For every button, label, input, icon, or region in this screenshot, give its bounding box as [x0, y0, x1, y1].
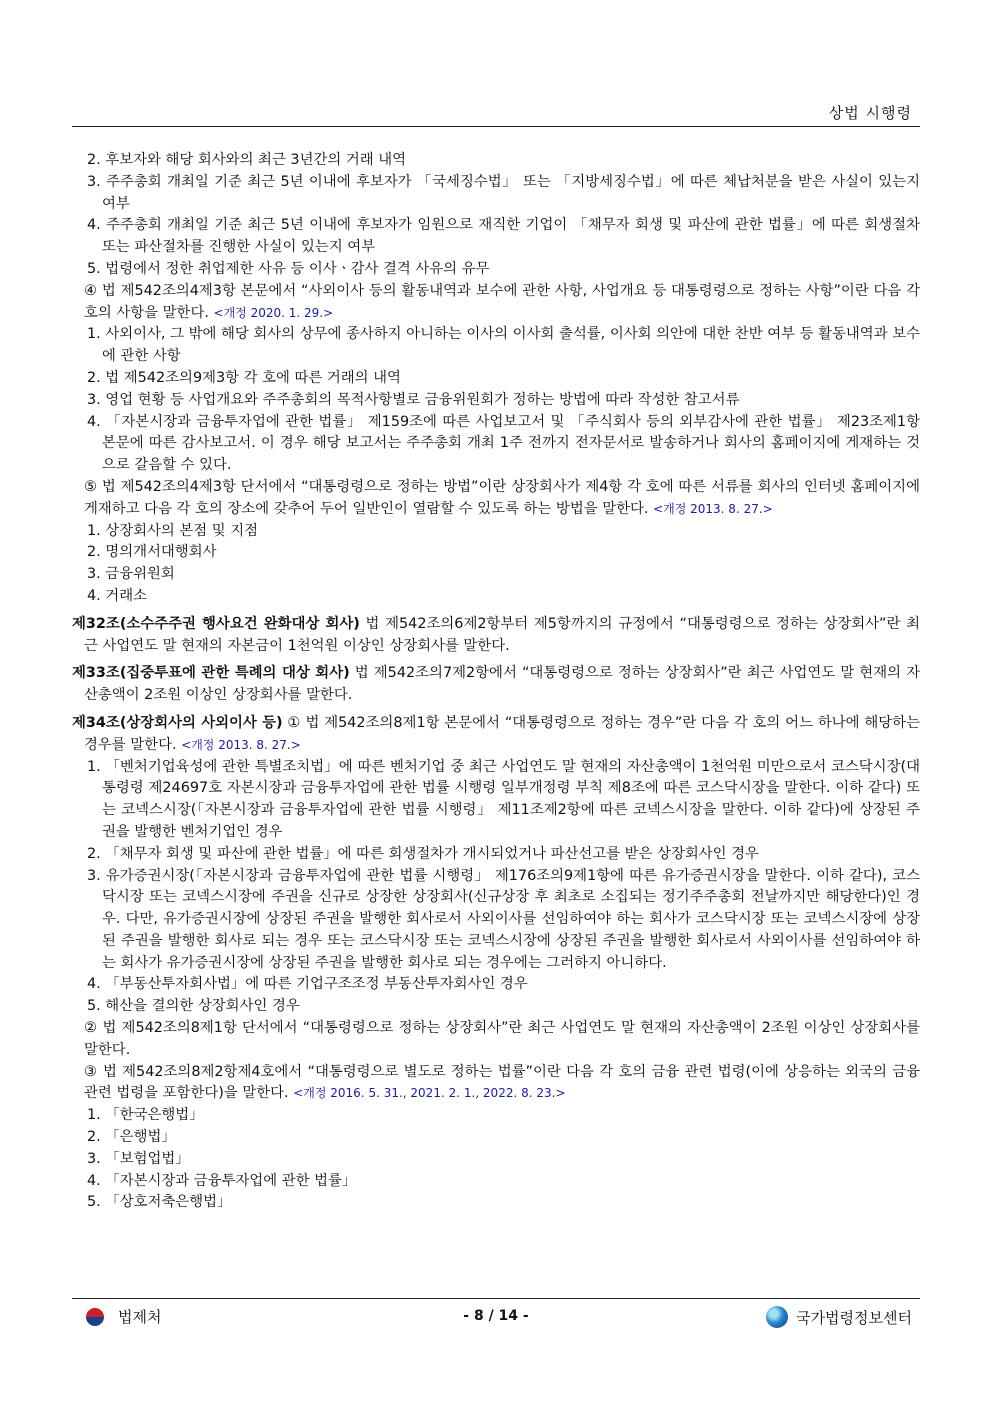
article-33: 제33조(집중투표에 관한 특례의 대상 회사) 법 제542조의7제2항에서 “대통령령으로 정하는 상장회사”란 최근 사업연도 말 현재의 자산총액이 2조원 이상인 상장회사를 말한다.	[72, 665, 920, 704]
item-line: 3. 유가증권시장(「자본시장과 금융투자업에 관한 법률 시행령」 제176조의9제1항에 따른 유가증권시장을 말한다. 이하 같다), 코스닥시장 또는 코넥스시장에 주권을 신규로 상장한 상장회사(신규상장 후 최초로 소집되는 정기주주총회 전날까지만 해당한다)인 경우. 다만, 유가증권시장에 상장된 주권을 발행한 회사로서 사외이사를 선임하여야 하는 회사가 코스닥시장 또는 코넥스시장에 상장된 주권을 발행한 회사로 되는 경우 또는 코스닥시장 또는 코넥스시장에 상장된 주권을 발행한 회사로서 사외이사를 선임하여야 하는 회사가 유가증권시장에 상장된 주권을 발행한 회사로 되는 경우에는 그러하지 아니하다.	[87, 867, 920, 971]
document-body	[72, 150, 920, 1214]
item-line: 4. 주주총회 개최일 기준 최근 5년 이내에 후보자가 임원으로 재직한 기업이 「채무자 회생 및 파산에 관한 법률」에 따른 회생절차 또는 파산절차를 진행한 사실이 있는지 여부	[87, 217, 920, 256]
item-line: 4. 거래소	[87, 587, 148, 604]
paragraph: ② 법 제542조의8제1항 단서에서 “대통령령으로 정하는 상장회사”란 최근 사업연도 말 현재의 자산총액이 2조원 이상인 상장회사를 말한다.	[84, 1020, 920, 1058]
item-line: 5. 법령에서 정한 취업제한 사유 등 이사ㆍ감사 결격 사유의 유무	[87, 260, 490, 277]
globe-logo-icon	[766, 1306, 788, 1328]
item-line: 2. 후보자와 해당 회사와의 최근 3년간의 거래 내역	[87, 152, 407, 168]
item-line: 5. 해산을 결의한 상장회사인 경우	[87, 998, 300, 1015]
amendment-note: <개정 2013. 8. 27.>	[181, 737, 301, 752]
publisher-label: 법제처	[118, 1308, 162, 1326]
source-label: 국가법령정보센터	[796, 1308, 912, 1327]
paragraph: ③ 법 제542조의8제2항제4호에서 “대통령령으로 별도로 정하는 법률”이란 다음 각 호의 금융 관련 법령(이에 상응하는 외국의 금융 관련 법령을 포함한다)을 말한다. <개정 2016. 5. 31., 2021. 2. 1., 2022. 8. 23.>	[84, 1063, 920, 1102]
item-line: 5. 「상호저축은행법」	[87, 1194, 232, 1211]
amendment-note: <개정 2016. 5. 31., 2021. 2. 1., 2022. 8. 23.>	[293, 1086, 566, 1101]
item-line: 3. 「보험업법」	[87, 1150, 190, 1167]
article-32: 제32조(소수주주권 행사요건 완화대상 회사) 법 제542조의6제2항부터 제5항까지의 규정에서 “대통령령으로 정하는 상장회사”란 최근 사업연도 말 현재의 자본금이 1천억원 이상인 상장회사를 말한다.	[72, 615, 920, 654]
item-line: 4. 「자본시장과 금융투자업에 관한 법률」 제159조에 따른 사업보고서 및 「주식회사 등의 외부감사에 관한 법률」 제23조제1항 본문에 따른 감사보고서. 이 경우 해당 보고서는 주주총회 개최 1주 전까지 전자문서로 발송하거나 회사의 홈페이지에 게재하는 것으로 갈음할 수 있다.	[87, 413, 920, 474]
page-number: - 8 / 14 -	[463, 1308, 529, 1324]
item-line: 1. 「한국은행법」	[87, 1107, 204, 1124]
item-line: 1. 「벤처기업육성에 관한 특별조치법」에 따른 벤처기업 중 최근 사업연도 말 현재의 자산총액이 1천억원 미만으로서 코스닥시장(대통령령 제24697호 자본시장과 금융투자업에 관한 법률 시행령 일부개정령 부칙 제8조에 따른 코스닥시장을 말한다. 이하 같다) 또는 코넥스시장(「자본시장과 금융투자업에 관한 법률 시행령」 제11조제2항에 따른 코넥스시장을 말한다. 이하 같다)에 상장된 주권을 발행한 벤처기업인 경우	[87, 758, 920, 840]
item-line: 2. 명의개서대행회사	[87, 544, 217, 561]
item-line: 3. 금융위원회	[87, 566, 175, 583]
amendment-note: <개정 2013. 8. 27.>	[653, 501, 773, 516]
item-line: 4. 「자본시장과 금융투자업에 관한 법률」	[87, 1172, 357, 1189]
header-divider	[72, 126, 920, 127]
footer-divider	[72, 1298, 920, 1299]
article-heading: 제32조(소수주주권 행사요건 완화대상 회사)	[72, 615, 360, 632]
article-heading: 제34조(상장회사의 사외이사 등)	[72, 714, 283, 731]
item-line: 1. 상장회사의 본점 및 지점	[87, 522, 259, 539]
footer-source	[766, 1306, 912, 1328]
document-title: 상법 시행령	[828, 104, 912, 122]
paragraph: ④ 법 제542조의4제3항 본문에서 “사외이사 등의 활동내역과 보수에 관한 사항, 사업개요 등 대통령령으로 정하는 사항”이란 다음 각 호의 사항을 말한다. <개정 2020. 1. 29.>	[84, 282, 920, 321]
article-34: 제34조(상장회사의 사외이사 등) ① 법 제542조의8제1항 본문에서 “대통령령으로 정하는 경우”란 다음 각 호의 어느 하나에 해당하는 경우를 말한다. <개정 2013. 8. 27.>	[72, 714, 920, 753]
article-heading: 제33조(집중투표에 관한 특례의 대상 회사)	[72, 665, 350, 682]
item-line: 3. 주주총회 개최일 기준 최근 5년 이내에 후보자가 「국세징수법」 또는 「지방세징수법」에 따른 체납처분을 받은 사실이 있는지 여부	[87, 173, 920, 212]
item-line: 4. 「부동산투자회사법」에 따른 기업구조조정 부동산투자회사인 경우	[87, 976, 528, 993]
paragraph: ⑤ 법 제542조의4제3항 단서에서 “대통령령으로 정하는 방법”이란 상장회사가 제4항 각 호에 따른 서류를 회사의 인터넷 홈페이지에 게재하고 다음 각 호의 장소에 갖추어 두어 일반인이 열람할 수 있도록 하는 방법을 말한다. <개정 2013. 8. 27.>	[84, 478, 920, 517]
item-line: 3. 영업 현황 등 사업개요와 주주총회의 목적사항별로 금융위원회가 정하는 방법에 따라 작성한 참고서류	[87, 391, 740, 408]
item-line: 2. 법 제542조의9제3항 각 호에 따른 거래의 내역	[87, 369, 401, 386]
amendment-note: <개정 2020. 1. 29.>	[213, 305, 334, 320]
item-line: 2. 「채무자 회생 및 파산에 관한 법률」에 따른 회생절차가 개시되었거나 파산선고를 받은 상장회사인 경우	[87, 845, 759, 862]
item-line: 2. 「은행법」	[87, 1129, 176, 1146]
item-line: 1. 사외이사, 그 밖에 해당 회사의 상무에 종사하지 아니하는 이사의 이사회 출석률, 이사회 의안에 대한 찬반 여부 등 활동내역과 보수에 관한 사항	[87, 326, 920, 365]
